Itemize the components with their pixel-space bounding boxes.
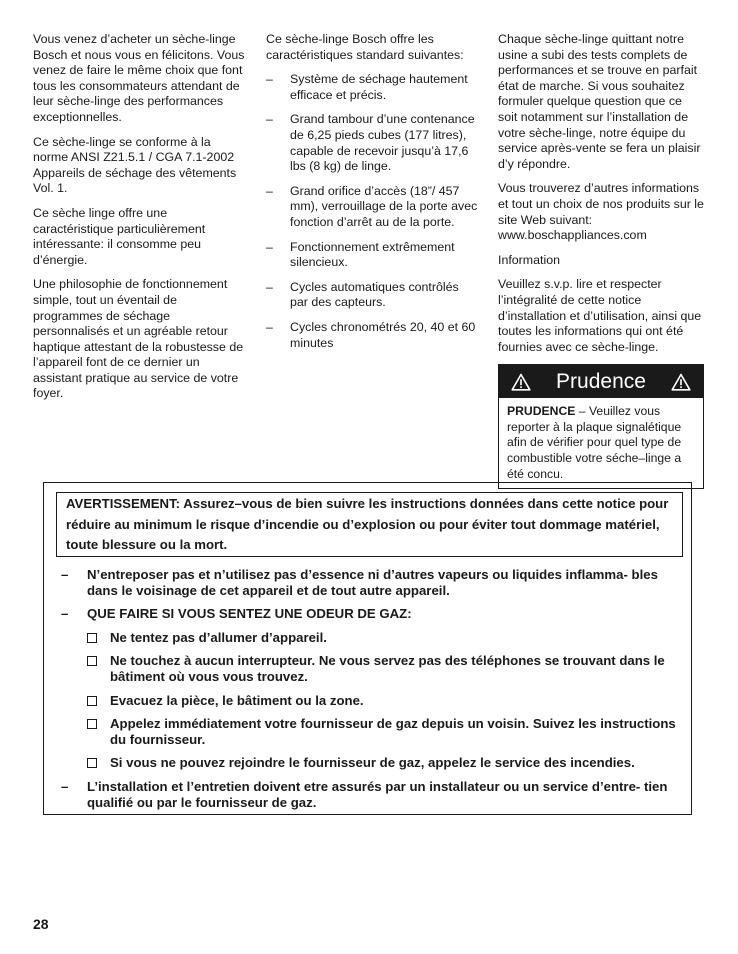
read-notice-paragraph: Veuillez s.v.p. lire et respecter l’intégralité de cette notice d’installation et d’utilisation, ainsi que toutes les informations qui ont été fournies avec ce sèche-linge. — [498, 277, 702, 354]
dash-bullet: – — [266, 183, 273, 198]
warning-triangle-icon — [511, 373, 531, 391]
feature-item — [266, 112, 478, 174]
checkbox-square-icon — [87, 696, 97, 706]
dash-bullet: – — [61, 567, 69, 582]
step-text: Ne tentez pas d’allumer d’appareil. — [110, 629, 327, 645]
feature-text: Cycles automatiques contrôlés par des capteurs. — [290, 279, 459, 310]
features-intro: Ce sèche-linge Bosch offre les caractéristiques standard suivantes: — [266, 32, 464, 62]
dash-bullet: – — [266, 72, 273, 87]
feature-item — [266, 280, 478, 311]
warning-triangle-icon — [671, 373, 691, 391]
instruction-item — [61, 606, 683, 622]
prudence-header — [499, 365, 703, 398]
prudence-title: Prudence — [556, 369, 646, 393]
info-column — [498, 32, 704, 489]
feature-text: Grand orifice d’accès (18”/ 457 mm), verrouillage de la porte avec fonction d’arrêt au de la porte. — [290, 183, 478, 229]
instruction-text: QUE FAIRE SI VOUS SENTEZ UNE ODEUR DE GAZ: — [87, 606, 412, 622]
instruction-item — [61, 567, 683, 598]
dash-bullet: – — [266, 239, 273, 254]
dash-bullet: – — [266, 279, 273, 294]
feature-text: Grand tambour d’une contenance de 6,25 pieds cubes (177 litres), capable de recevoir jusqu’à 17,6 lbs (8 kg) de linge. — [290, 112, 475, 174]
checkbox-square-icon — [87, 758, 97, 768]
checkbox-step — [61, 630, 683, 646]
step-text: Ne touchez à aucun interrupteur. Ne vous servez pas des téléphones se trouvant dans le bâtiment où vous vous trouvez. — [110, 653, 665, 684]
feature-text: Fonctionnement extrêmement silencieux. — [290, 239, 455, 270]
step-text: Si vous ne pouvez rejoindre le fournisseur de gaz, appelez le service des incendies. — [110, 755, 635, 771]
dash-bullet: – — [266, 319, 273, 334]
page-number: 28 — [33, 916, 49, 932]
information-heading: Information — [498, 252, 560, 267]
checkbox-square-icon — [87, 656, 97, 666]
warning-box — [56, 492, 683, 557]
dash-bullet: – — [266, 112, 273, 127]
norm-paragraph: Ce sèche-linge se conforme à la norme ANSI Z21.5.1 / CGA 7.1-2002 Appareils de séchage des vêtements Vol. 1. — [33, 134, 237, 196]
feature-text: Système de séchage hautement efficace et précis. — [290, 72, 468, 102]
features-list — [266, 72, 478, 351]
checkbox-step — [61, 755, 683, 771]
feature-item — [266, 320, 478, 351]
checkbox-square-icon — [87, 719, 97, 729]
gas-smell-steps — [61, 630, 683, 771]
prudence-body — [499, 398, 703, 488]
energy-paragraph: Ce sèche linge offre une caractéristique particulièrement intéressante: il consomme peu d’énergie. — [33, 205, 206, 267]
checkbox-square-icon — [87, 633, 97, 643]
warning-text: AVERTISSEMENT: Assurez–vous de bien suivre les instructions données dans cette notice pour réduire au minimum le risque d’incendie ou d’explosion ou pour éviter tout dommage matériel, toute blessure ou la mort. — [66, 496, 669, 552]
prudence-label: PRUDENCE — [507, 404, 576, 419]
feature-item — [266, 72, 478, 103]
philosophy-paragraph: Une philosophie de fonctionnement simple, tout un éventail de programmes de séchage personnalisés et un agréable retour haptique attestant de la robustesse de l’appareil font de ce dernier un assistant pratique au service de votre foyer. — [33, 277, 244, 401]
feature-item — [266, 184, 478, 231]
testing-paragraph: Chaque sèche-linge quittant notre usine a subi des tests complets de performances et se trouve en parfait état de marche. Si vous souhaitez formuler quelque question que ce soit notamment sur l’installation de votre sèche-linge, notre équipe du service après-vente se fera un plaisir d’y répondre. — [498, 32, 701, 171]
checkbox-step — [61, 693, 683, 709]
intro-column — [33, 32, 245, 411]
checkbox-step — [61, 716, 683, 747]
intro-paragraph: Vous venez d’acheter un sèche-linge Bosch et nous vous en félicitons. Vous venez de faire le même choix que font tous les consommateurs attendant de leur sèche-linge des performances exceptionnelles. — [33, 32, 245, 124]
features-column — [266, 32, 478, 360]
gas-instructions — [61, 567, 683, 818]
feature-item — [266, 240, 478, 271]
dash-bullet: – — [61, 606, 69, 622]
dash-bullet: – — [61, 778, 69, 794]
prudence-text: – Veuillez vous reporter à la plaque signalétique afin de vérifier pour quel type de combustible votre séche–linge a été concu. — [507, 404, 682, 481]
instruction-text: L’installation et l’entretien doivent etre assurés par un installateur ou un service d’entre- tien qualifié ou par le fournisseur de gaz. — [87, 778, 668, 810]
step-text: Appelez immédiatement votre fournisseur de gaz depuis un voisin. Suivez les instructions du fournisseur. — [110, 716, 676, 747]
checkbox-step — [61, 653, 683, 684]
step-text: Evacuez la pièce, le bâtiment ou la zone. — [110, 692, 364, 708]
instruction-text: N’entreposer pas et n’utilisez pas d’essence ni d’autres vapeurs ou liquides inflamma- bles dans le voisinage de cet appareil et de tout autre appareil. — [87, 567, 658, 598]
website-paragraph: Vous trouverez d’autres informations et tout un choix de nos produits sur le site Web suivant: www.boschappliances.com — [498, 181, 704, 243]
instruction-item — [61, 779, 683, 810]
prudence-box — [498, 364, 704, 489]
feature-text: Cycles chronométrés 20, 40 et 60 minutes — [290, 319, 476, 350]
